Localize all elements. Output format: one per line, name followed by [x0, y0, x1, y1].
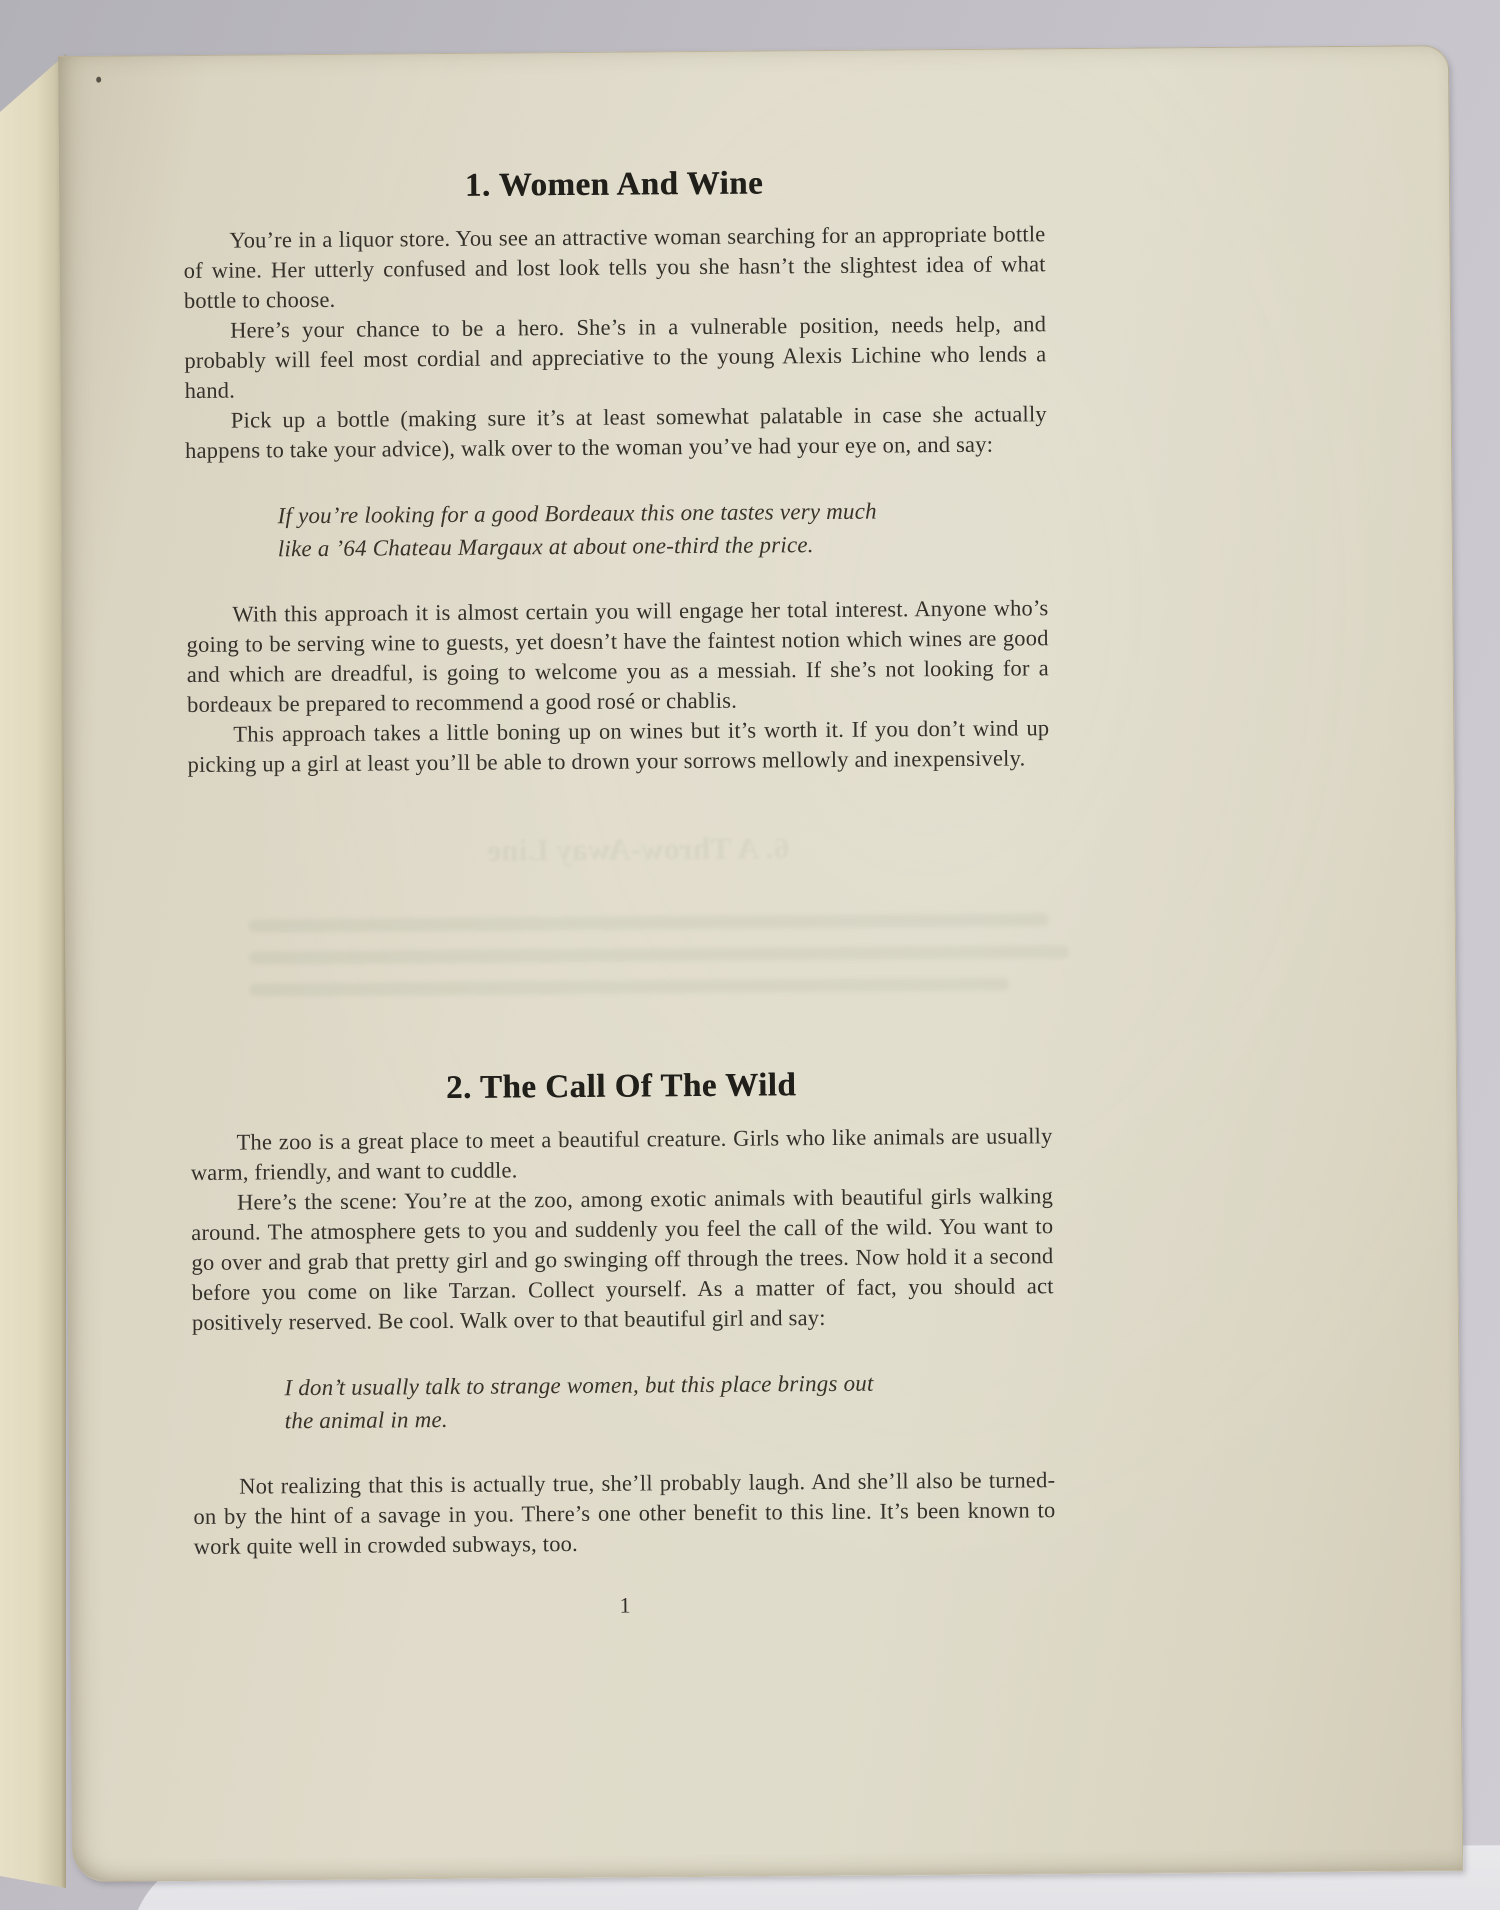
section-1-paragraph: Here’s your chance to be a hero. She’s in a vulnerable position, needs help, and probably will feel most cordial and appreciative to the young Alexis Lichine who lends a hand. — [184, 311, 1047, 404]
section-1-quote — [277, 494, 917, 565]
section-2-paragraph: Not realizing that this is actually true, she’ll probably laugh. And she’ll also be turned-on by the hint of a savage in you. There’s one other benefit to this line. It’s been known to work quite well in crowded subways, too. — [193, 1467, 1056, 1559]
section-1-paragraph: With this approach it is almost certain you will engage her total interest. Anyone who’s going to be serving wine to guests, yet doesn’t have the faintest notion which wines are good and which are dreadful, is going to welcome you as a messiah. If she’s not looking for a bordeaux be prepared to recommend a good rosé or chablis. — [186, 595, 1049, 718]
facing-page-edge — [0, 0, 66, 1910]
bleed-through-line — [249, 945, 1069, 964]
bleed-through-line — [249, 913, 1049, 932]
section-gap — [188, 773, 1052, 1070]
section-2-quote — [284, 1366, 924, 1437]
bleed-through-heading: 6. A Throw-Away Line — [487, 830, 790, 868]
quote-line: the animal in me. — [284, 1406, 448, 1434]
book-page — [58, 45, 1463, 1882]
section-1-paragraph: This approach takes a little boning up on wines but it’s worth it. If you don’t wind up picking up a girl at least you’ll be able to drown your sorrows mellowly and inexpensively. — [187, 715, 1050, 778]
section-2-paragraph: Here’s the scene: You’re at the zoo, among exotic animals with beautiful girls walking around. The atmosphere gets to you and suddenly you feel the call of the wild. You want to go over and grab that pretty girl and go swinging off through the trees. Now hold it a second before you come on like Tarzan. Collect yourself. As a matter of fact, you should act positively reserved. Be cool. Walk over to that beautiful girl and say: — [191, 1183, 1054, 1335]
section-2-paragraph: The zoo is a great place to meet a beautiful creature. Girls who like animals are usually warm, friendly, and want to cuddle. — [190, 1123, 1053, 1185]
quote-line: I don’t usually talk to strange women, but this place brings out — [284, 1370, 874, 1401]
page-number: 1 — [619, 1592, 631, 1618]
section-1-heading: 1. Women And Wine — [464, 165, 764, 204]
section-1-paragraph: Pick up a bottle (making sure it’s at least somewhat palatable in case she actually happens to take your advice), walk over to the woman you’ve had your eye on, and say: — [185, 401, 1047, 464]
section-2-heading: 2. The Call Of The Wild — [445, 1067, 797, 1106]
ink-speck — [96, 77, 101, 83]
section-1-paragraph: You’re in a liquor store. You see an attractive woman searching for an appropriate bottle of wine. Her utterly confused and lost look tells you she hasn’t the slightest idea of what bottle to choose. — [183, 221, 1046, 314]
page-content — [58, 46, 1462, 1881]
bleed-through-line — [249, 978, 1009, 997]
quote-line: like a ’64 Chateau Margaux at about one-third the price. — [277, 532, 814, 562]
quote-line: If you’re looking for a good Bordeaux this one tastes very much — [277, 498, 877, 529]
